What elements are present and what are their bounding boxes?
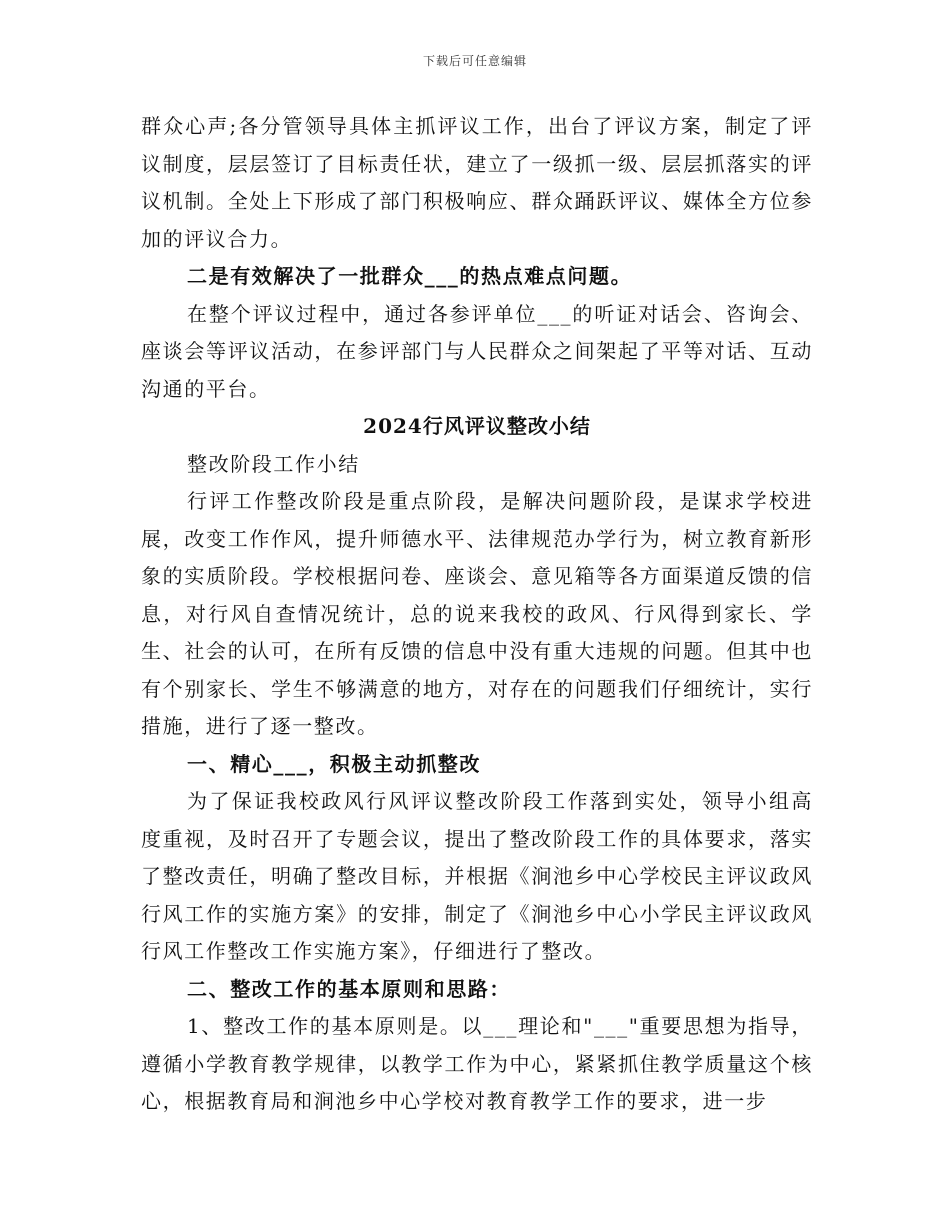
paragraph-rectification-stage: 行评工作整改阶段是重点阶段，是解决问题阶段，是谋求学校进展，改变工作作风，提升师德水平、法律规范办学行为，树立教育新形象的实质阶段。学校根据问卷、座谈会、意见箱等各方面渠道反馈的信息，对行风自查情况统计，总的说来我校的政风、行风得到家长、学生、社会的认可，在所有反馈的信息中没有重大违规的问题。但其中也有个别家长、学生不够满意的地方，对存在的问题我们仔细统计，实行措施，进行了逐一整改。 [141,489,813,738]
document-body [141,108,813,1121]
paragraph-evaluation-mechanism: 群众心声;各分管领导具体主抓评议工作，出台了评议方案，制定了评议制度，层层签订了目标责任状，建立了一级抓一级、层层抓落实的评议机制。全处上下形成了部门积极响应、群众踊跃评议、媒体全方位参加的评议合力。 [141,114,813,251]
paragraph-dialogue-platform: 在整个评议过程中，通过各参评单位___的听证对话会、咨询会、座谈会等评议活动，在参评部门与人民群众之间架起了平等对话、互动沟通的平台。 [141,301,813,401]
heading-section-two: 二、整改工作的基本原则和思路： [187,976,511,1001]
subtitle-rectification-summary: 整改阶段工作小结 [187,451,360,476]
document-title: 2024行风评议整改小结 [363,414,591,438]
paragraph-basic-principles: 1、整改工作的基本原则是。以___理论和"___"重要思想为指导，遵循小学教育教学规律，以教学工作为中心，紧紧抓住教学质量这个核心，根据教育局和涧池乡中心学校对教育教学工作的要求，进一步 [141,1014,813,1113]
heading-hotspot-issues: 二是有效解决了一批群众___的热点难点问题。 [187,264,633,288]
page-header: 下载后可任意编辑 [422,54,527,68]
paragraph-implementation-plan: 为了保证我校政风行风评议整改阶段工作落到实处，领导小组高度重视，及时召开了专题会议，提出了整改阶段工作的具体要求，落实了整改责任，明确了整改目标，并根据《涧池乡中心学校民主评议政风行风工作的实施方案》的安排，制定了《涧池乡中心小学民主评议政风行风工作整改工作实施方案》，仔细进行了整改。 [141,789,813,963]
heading-section-one: 一、精心___，积极主动抓整改 [187,751,481,776]
